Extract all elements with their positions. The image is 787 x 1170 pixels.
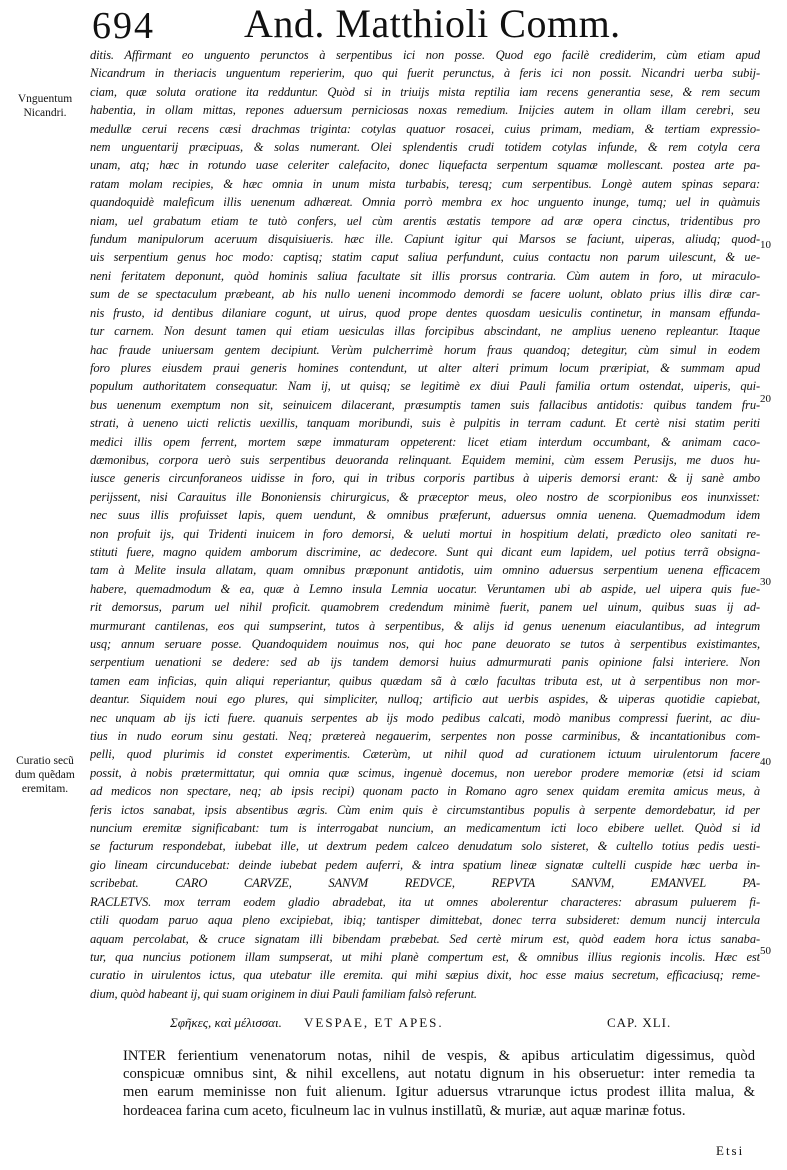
body-text-line: ditis. Affirmant eo unguento perunctos à serpentibus ici non posse. Quod ego facilè crediderim, cùm etiam apud	[90, 48, 760, 62]
line-number-50: 50	[760, 945, 771, 957]
body-text-line: tur, qua nuncius potionem illam sumpserat, ut mihi planè compertum est, & omnibus illius regionis incolis. Hæc est	[90, 949, 760, 964]
body-text-line: stituti fuere, magno quidem amborum discrimine, ac dedecore. Sunt qui dicant eum lapidem, uel potius terrã obsigna-	[90, 544, 760, 559]
body-text-line: iusce generis circunforaneos uidisse in foro, qui in tribus corporis partibus à uiperis demorsi erant: & ij sanè ambo	[90, 471, 760, 486]
chapter-greek-title: Σφῆκες, καὶ μέλισσαι.	[170, 1015, 282, 1030]
chapter-text-line: men earum meminisse non fuit alienum. Igitur aduersus vtrarunque ictus prodest illita malua, &	[123, 1084, 755, 1101]
body-text-line: tamen eam inficias, quin aliqui reperiantur, quibus quædam sã à cœlo facultas tributa est, ut à serpentibus non mor-	[90, 673, 760, 688]
line-number-40: 40	[760, 756, 771, 768]
body-text-line: non profuit ijs, qui Tridenti inuicem in foro demorsi, & ueluti mortui in hospitium delati, prædicto oleo sanitati re-	[90, 526, 760, 541]
body-text-line: ciam, quæ soluta oratione ita redduntur. Quòd si in triuijs mista reptilia iam recens generantia sese, & rem secum	[90, 84, 760, 99]
body-text-line: usq; annum seruare posse. Quandoquidem nouimus nos, qui hoc pane deuorato se tutos à serpentibus existimantes,	[90, 637, 760, 651]
body-text-line: habentia, in ollam mittas, repones aduersum perniciosas noxas remedium. Inijcies autem in ollam illam cerebri, seu	[90, 103, 760, 118]
body-text-line: murmurant cantilenas, eos qui sumpserint, tutos à serpentibus, & alijs id genus uenenum eiaculantibus, ad integrum	[90, 618, 760, 633]
body-text-line: nec unquam ab ijs icti fuere. quanuis serpentes ab ijs modo pedibus calcati, modò manibus compressi fuerint, ac diu-	[90, 710, 760, 725]
body-text-line: unam, atq; hæc in rotundo uase celeriter calefacito, donec liquefacta serpentum squamæ mollescant. postea arte pa-	[90, 158, 760, 173]
chapter-text-line: INTER ferientium venenatorum notas, nihil de vespis, & apibus articulatim digessimus, quòd	[123, 1048, 755, 1064]
chapter-body	[123, 1047, 755, 1120]
body-text-line: habere, quemadmodum & ea, quæ à Lemno insula Lemnia uocatur. Veruntamen ubi ab aspide, uel uipera quis fue-	[90, 581, 760, 596]
body-text-line: serpentium uenationi se dedere: sed ab ijs tandem demorsi huius admurmurati panis opinione falsi interiere. Non	[90, 655, 760, 670]
body-text-line: tam à Melite insula allatam, quam omnibus præponunt antidotis, uim omnino aduersus serpentium uenena efficacem	[90, 563, 760, 578]
body-text-line: scribebat. CARO CARVZE, SANVM REDVCE, REPVTA SANVM, EMANVEL PA-	[90, 876, 760, 891]
body-text-line: nuncium eremitæ significabant: tum is interrogabat nuncium, an medicamentum icti loco ebibere uellet. Quòd si id	[90, 821, 760, 836]
body-text-line: hac fraude uniuersam gentem decipiunt. Verùm pulcherrimè horum fraus quandoq; detegitur, cùm simul in eodem	[90, 342, 760, 357]
body-text-line: nis frusto, id dentibus dilaniare cogunt, ut uirus, quod prope dentes quosdam uesiculis continetur, in mansam effunda-	[90, 305, 760, 320]
body-text-line: ratam molam recipies, & hæc omnia in unum mista turbabis, teresq; cum serpentibus. Longè autem spinas separa:	[90, 176, 760, 191]
body-text-line: aquam percolabat, & cruce signatam illi bibendam præbebat. Sed certè mirum est, quòd eadem hora ictus sanaba-	[90, 931, 760, 946]
body-text-line: nec suus illis profuisset lapis, quem uendunt, & omnibus præferunt, aduersus omnia uenena. Quemadmodum idem	[90, 508, 760, 523]
margin-note-curatio: Curatio secũ dum quẽdam eremitam.	[15, 755, 75, 795]
catchword: Etsi	[716, 1143, 745, 1158]
body-text-line: tius in nudo eorum sinu gestati. Neq; prætereà negauerim, serpentes non posse carminibus, & incantationibus com-	[90, 729, 760, 744]
line-number-10: 10	[760, 239, 771, 251]
body-text-line: deantur. Siquidem noui ego plures, qui simpliciter, nulloq; artificio aut uerbis aspides, & uiperas quotidie capiebat,	[90, 692, 760, 707]
body-text-line: bus uenenum exemptum non sit, seinuicem dilacerant, præsumptis tamen suis fallacibus antidotis: quibus tandem fru-	[90, 397, 760, 412]
body-text-line: tur carnem. Non desunt tamen qui etiam uesiculas illas forcipibus abscindant, ne amplius ueneno repleantur. Itaque	[90, 324, 760, 339]
body-text-line: uis serpentium genus hoc modo: captisq; statim caput saliua perfundunt, cuius contactu non parum uilescunt, & ue-	[90, 250, 760, 265]
body-text-line: medullæ cerui recens cæsi drachmas triginta: cotylas quatuor rosacei, cuius primam, mediam, & tertiam expressio-	[90, 121, 760, 136]
body-text-line: RACLETVS. mox terram eodem gladio abradebat, ita ut omnes abolerentur characteres: abrasum puluerem fi-	[90, 894, 760, 909]
body-text-line: se facturum respondebat, iubebat ille, ut dextrum pedem calceo denudatum solo sisteret, & cultello totius pedis uesti-	[90, 839, 760, 854]
body-text-line: medici illis opem ferrent, mortem sæpe immaturam oppeterent: licet etiam interdum occumbant, & animam caco-	[90, 434, 760, 449]
body-text-line: curatio in uirulentos ictus, qua utebatur ille eremita. qui mihi sæpius dixit, hoc esse maius secretum, efficaciusq; reme-	[90, 968, 760, 983]
body-text-line: fundum manipulorum aceruum disquisiueris. hæc ille. Capiunt igitur qui Marsos se faciunt, uiperas, aliudq; quod-	[90, 232, 760, 247]
body-text-line: Nicandrum in theriacis unguentum reperierim, quo qui fuerit perunctus, à feris ici non possit. Nicandri uerba subij-	[90, 66, 760, 81]
body-text-line: perijssent, nisi Carauitus ille Bononiensis chirurgicus, & præceptor meus, oleo nostro de scorpionibus eos inunxisset:	[90, 489, 760, 504]
body-text-line: sum de se spectaculum præbeant, ab his nullo ueneni incommodo demordi se facere uolunt, oblato prius illis diræ car-	[90, 287, 760, 302]
body-text-line: foro plures eiusdem praui generis homines contendunt, ut alter alteri primum locum præripiat, & summam apud	[90, 360, 760, 375]
body-text-line: populum authoritatem consequatur. Nam ij, ut quisq; se legitimè ex diui Pauli familia ortum ostendat, uiperis, qui-	[90, 379, 760, 394]
body-text-line: dæmonibus, corpora uerò suis serpentibus deuoranda relinquant. Equidem memini, cùm essem Perusijs, me duos hu-	[90, 452, 760, 467]
body-text-line: strati, à ueneno uicti relictis uexillis, tanquam moribundi, suis è pulpitis in terram cadunt. Et certè nisi statim periti	[90, 416, 760, 431]
line-number-20: 20	[760, 393, 771, 405]
body-text-line: pelli, quod plurimis id constet experimentis. Cæterùm, ut nihil quod ad curationem ictuum uirulentorum facere	[90, 747, 760, 762]
body-text-line: neni feritatem deponunt, quòd hominis saliua facultate sit illis prorsus contraria. Cùm autem in foro, ut miraculo-	[90, 268, 760, 283]
body-text-line: possit, à nobis prætermittatur, qui omnia quæ scimus, ingenuè docemus, non uerebor prodere memoriæ (etsi id sciam	[90, 765, 760, 780]
body-text-line: gio lineam circunducebat: deinde iubebat pedem auferri, & intra spatium lineæ signatæ cultelli cuspide hæc uerba in-	[90, 857, 760, 872]
running-head: And. Matthioli Comm.	[244, 1, 621, 46]
body-text-line: feris ictos sanabat, ipsis absentibus ægris. Cùm enim quis è circumstantibus populis à serpente demordebatur, id per	[90, 802, 760, 817]
body-text-line: quandoquidè maleficum illis uenenum adhæreat. Omnia porrò membra ex hoc unguento inunge, tumq; uel in quàmuis	[90, 195, 760, 210]
body-text-line: dium, quòd habeant ij, qui suam originem in diui Pauli familiam falsò referunt.	[90, 986, 477, 1001]
chapter-text-line: conspicuæ omnibus sint, & nihil excellens, aut notatu dignum in his obseruetur: inter remedia ta	[123, 1066, 755, 1083]
chapter-text-line: hordeacea farina cum aceto, ficulneum lac in vulnus instillatũ, & muriæ, aut aquæ marinæ fotus.	[123, 1102, 686, 1119]
commentary-body	[90, 46, 760, 1003]
body-text-line: nem unguentarij præcipuas, & solas numerant. Olei splendentis crudi totidem cotylas infunde, & rem cotyla cera	[90, 140, 760, 155]
body-text-line: ctili quodam paruo aqua pleno excipiebat, ibiq; tantisper dimittebat, donec terra subsideret: demum nuncij intercula	[90, 913, 760, 928]
page-number: 694	[92, 5, 155, 47]
body-text-line: ad medicos non spectare, neq; ab ipsis recipi) quonam pacto in Romano agro senex quidam eremita amicus meus, à	[90, 784, 760, 799]
body-text-line: niam, uel grabatum etiam te tutò confers, uel cùm arentis æstatis tempore ad aræ opera cinctus, tridentibus pro	[90, 213, 760, 228]
line-number-30: 30	[760, 576, 771, 588]
margin-note-unguentum: Vnguentum Nicandri.	[17, 93, 73, 119]
chapter-number: CAP. XLI.	[607, 1015, 672, 1030]
chapter-latin-title: VESPAE, ET APES.	[304, 1015, 444, 1030]
body-text-line: rit demorsus, parum uel nihil proficit. quamobrem credendum minimè fuerit, panem uel uinum, quibus suas ij ad-	[90, 600, 760, 615]
